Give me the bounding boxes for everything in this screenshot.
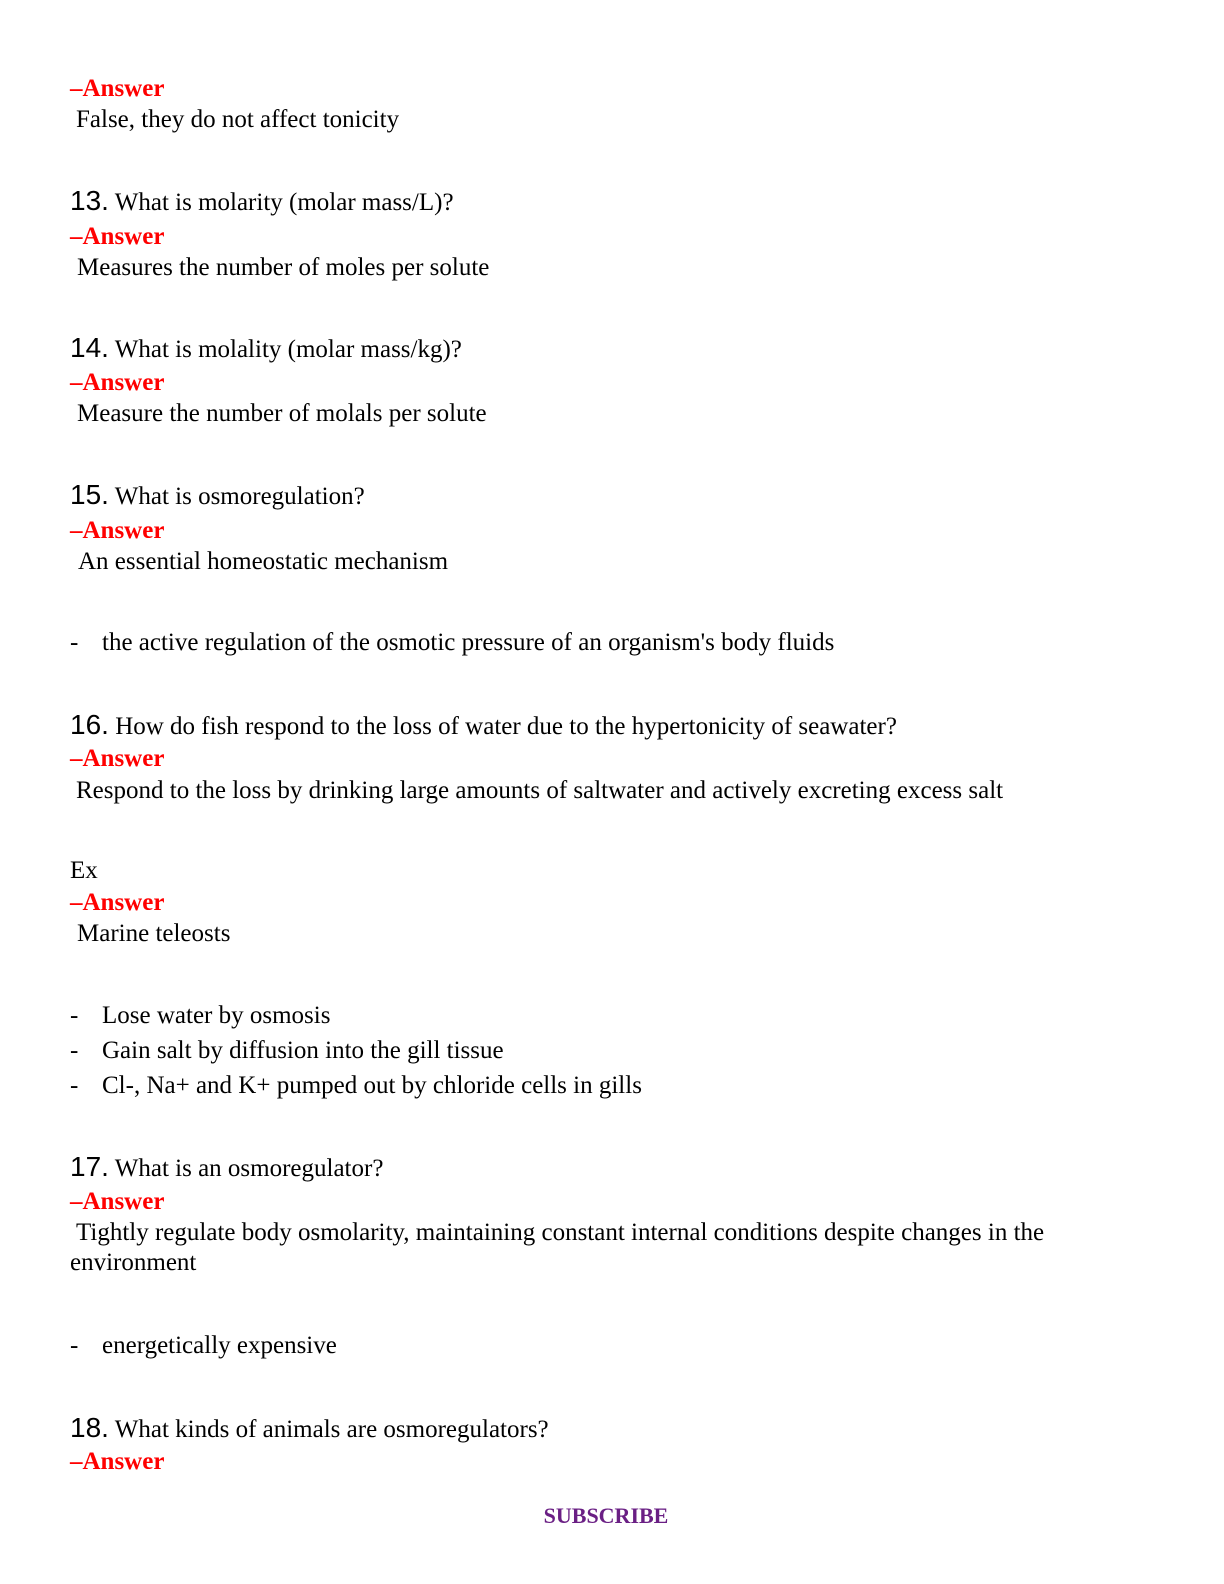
example-label: Ex: [70, 857, 98, 884]
question-number: 18.: [70, 1412, 109, 1443]
question-16: [70, 710, 897, 742]
bullet-item: [70, 1033, 504, 1068]
question-number: 14.: [70, 332, 109, 363]
answer-text: Measure the number of molals per solute: [77, 400, 487, 427]
bullet-dash: -: [70, 1002, 79, 1029]
answer-text: Measures the number of moles per solute: [77, 254, 490, 281]
question-17: [70, 1152, 383, 1184]
question-text: How do fish respond to the loss of water due to the hypertonicity of seawater?: [115, 713, 897, 740]
subscribe-link[interactable]: SUBSCRIBE: [543, 1503, 669, 1528]
bullet-dash: -: [70, 629, 79, 656]
answer-label: –Answer: [70, 223, 165, 250]
bullet-item: [70, 1328, 337, 1363]
answer-text: Respond to the loss by drinking large amounts of saltwater and actively excreting excess salt: [76, 777, 1004, 804]
bullet-text: Lose water by osmosis: [102, 1002, 331, 1029]
bullet-item: [70, 1068, 642, 1103]
question-text: What is osmoregulation?: [114, 483, 365, 510]
answer-text: False, they do not affect tonicity: [76, 106, 400, 133]
bullet-item: [70, 998, 330, 1033]
question-text: What is molality (molar mass/kg)?: [114, 336, 462, 363]
question-18: [70, 1413, 549, 1445]
question-15: [70, 480, 365, 512]
bullet-dash: -: [70, 1332, 79, 1359]
answer-text: Marine teleosts: [77, 920, 231, 947]
bullet-text: the active regulation of the osmotic pressure of an organism's body fluids: [102, 629, 835, 656]
question-number: 16.: [70, 709, 109, 740]
bullet-text: Cl-, Na+ and K+ pumped out by chloride cells in gills: [102, 1072, 642, 1099]
answer-label: –Answer: [70, 369, 165, 396]
answer-text: Tightly regulate body osmolarity, maintaining constant internal conditions despite changes in the environment: [70, 1219, 1045, 1276]
bullet-text: energetically expensive: [102, 1332, 337, 1359]
question-number: 13.: [70, 185, 109, 216]
bullet-dash: -: [70, 1072, 79, 1099]
answer-label: –Answer: [70, 1188, 165, 1215]
bullet-item: [70, 625, 834, 660]
question-text: What is an osmoregulator?: [114, 1155, 384, 1182]
question-text: What is molarity (molar mass/L)?: [114, 189, 454, 216]
question-number: 15.: [70, 479, 109, 510]
bullet-dash: -: [70, 1037, 79, 1064]
answer-label: –Answer: [70, 517, 165, 544]
answer-label: –Answer: [70, 889, 165, 916]
answer-text: An essential homeostatic mechanism: [78, 548, 449, 575]
bullet-text: Gain salt by diffusion into the gill tissue: [102, 1037, 504, 1064]
answer-label: –Answer: [70, 1448, 165, 1475]
answer-label: –Answer: [70, 75, 165, 102]
question-text: What kinds of animals are osmoregulators?: [114, 1416, 549, 1443]
question-14: [70, 333, 462, 365]
question-number: 17.: [70, 1151, 109, 1182]
answer-label: –Answer: [70, 745, 165, 772]
question-13: [70, 186, 454, 218]
